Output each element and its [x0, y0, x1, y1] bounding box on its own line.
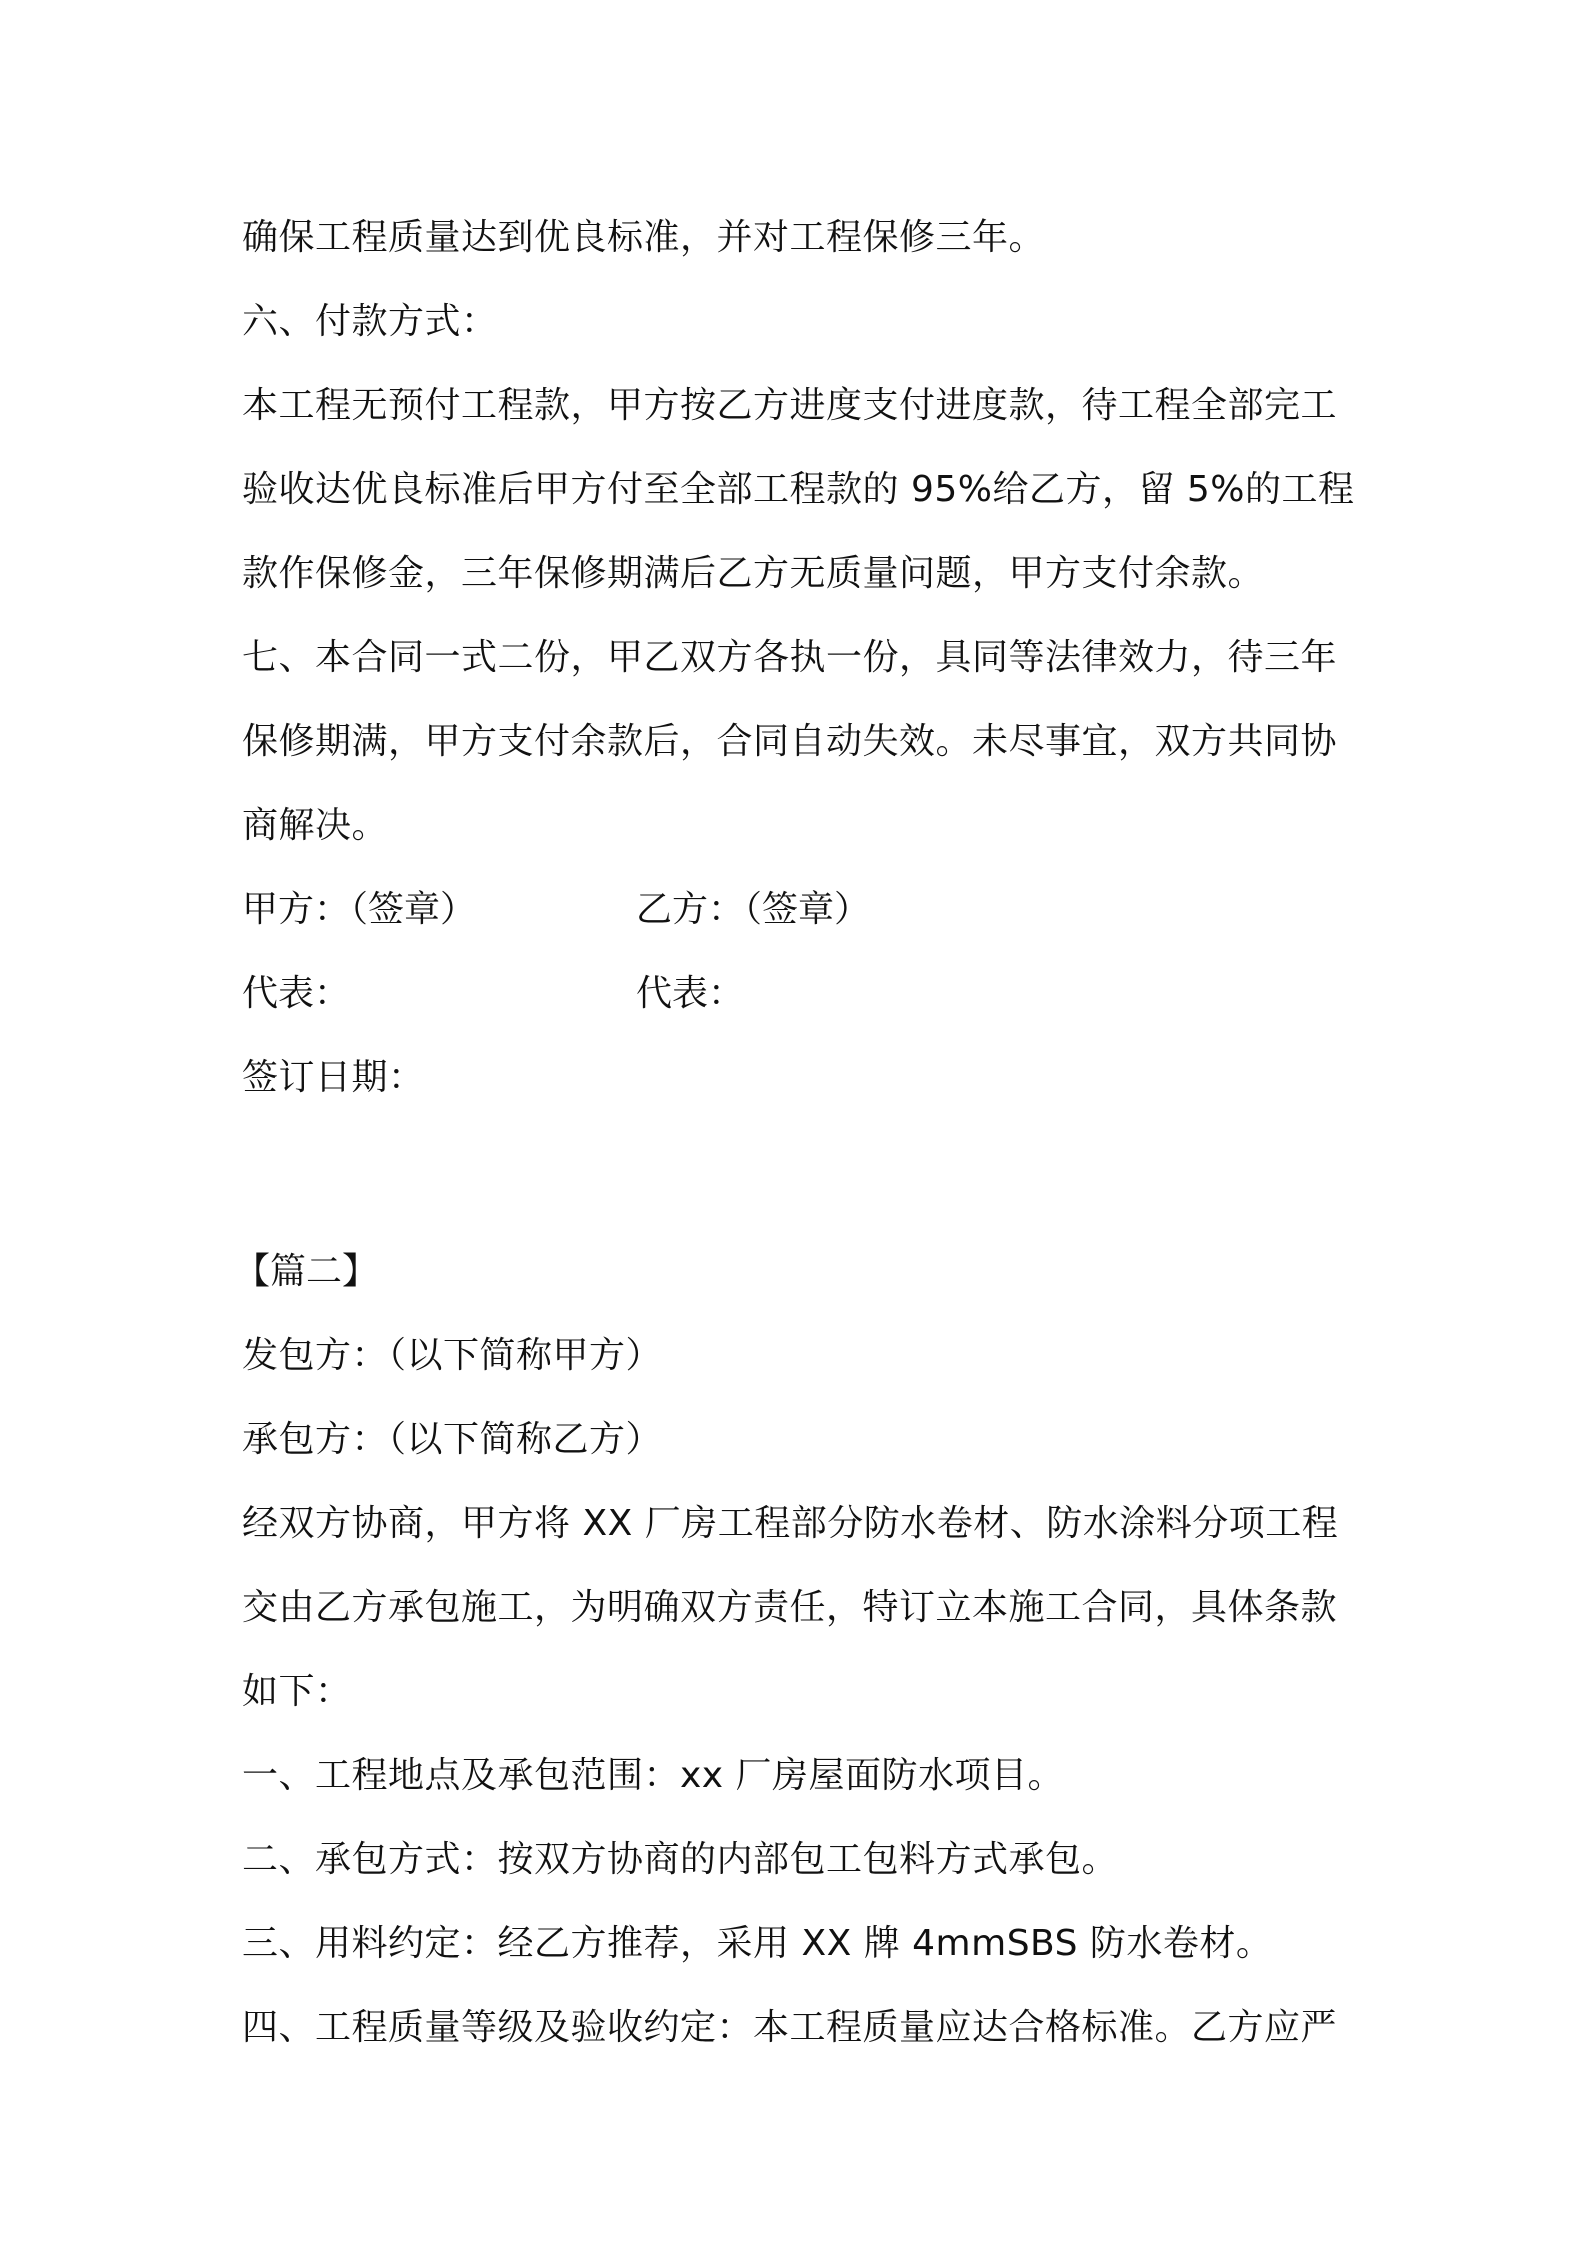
signature-representative-row [242, 952, 1362, 1036]
clause-line: 四、工程质量等级及验收约定：本工程质量应达合格标准。乙方应严 [242, 2007, 1338, 2048]
paragraph-line: 发包方：（以下简称甲方） [242, 1335, 663, 1376]
party-a-representative-label: 代表： [242, 973, 351, 1014]
paragraph-line: 交由乙方承包施工，为明确双方责任，特订立本施工合同，具体条款 [242, 1587, 1338, 1628]
paragraph-line: 本工程无预付工程款，甲方按乙方进度支付进度款，待工程全部完工 [242, 385, 1338, 426]
clause-line: 二、承包方式：按双方协商的内部包工包料方式承包。 [242, 1839, 1119, 1880]
section-title-part-two: 【篇二】 [234, 1251, 379, 1292]
sign-date-label: 签订日期： [242, 1057, 425, 1098]
paragraph-line: 承包方：（以下简称乙方） [242, 1419, 663, 1460]
paragraph-line: 款作保修金，三年保修期满后乙方无质量问题，甲方支付余款。 [242, 553, 1265, 594]
clause-line: 一、工程地点及承包范围：xx 厂房屋面防水项目。 [242, 1755, 1065, 1796]
paragraph-line: 经双方协商，甲方将 XX 厂房工程部分防水卷材、防水涂料分项工程 [242, 1503, 1339, 1544]
party-a-seal-label: 甲方：（签章） [242, 889, 477, 930]
paragraph-line: 七、本合同一式二份，甲乙双方各执一份，具同等法律效力，待三年 [242, 637, 1338, 678]
paragraph-line: 验收达优良标准后甲方付至全部工程款的 95%给乙方，留 5%的工程 [242, 469, 1355, 510]
document-body [234, 196, 1362, 2070]
paragraph-line: 确保工程质量达到优良标准，并对工程保修三年。 [242, 217, 1046, 258]
signature-seal-row [242, 868, 1362, 952]
paragraph-line: 保修期满，甲方支付余款后，合同自动失效。未尽事宜，双方共同协 [242, 721, 1338, 762]
section-spacer [242, 1120, 1362, 1230]
paragraph-line: 商解决。 [242, 805, 389, 846]
party-b-seal-label: 乙方：（签章） [636, 889, 871, 930]
clause-heading-payment: 六、付款方式： [242, 301, 498, 342]
party-b-representative-label: 代表： [636, 973, 745, 1014]
clause-line: 三、用料约定：经乙方推荐，采用 XX 牌 4mmSBS 防水卷材。 [242, 1923, 1273, 1964]
paragraph-line: 如下： [242, 1671, 352, 1712]
